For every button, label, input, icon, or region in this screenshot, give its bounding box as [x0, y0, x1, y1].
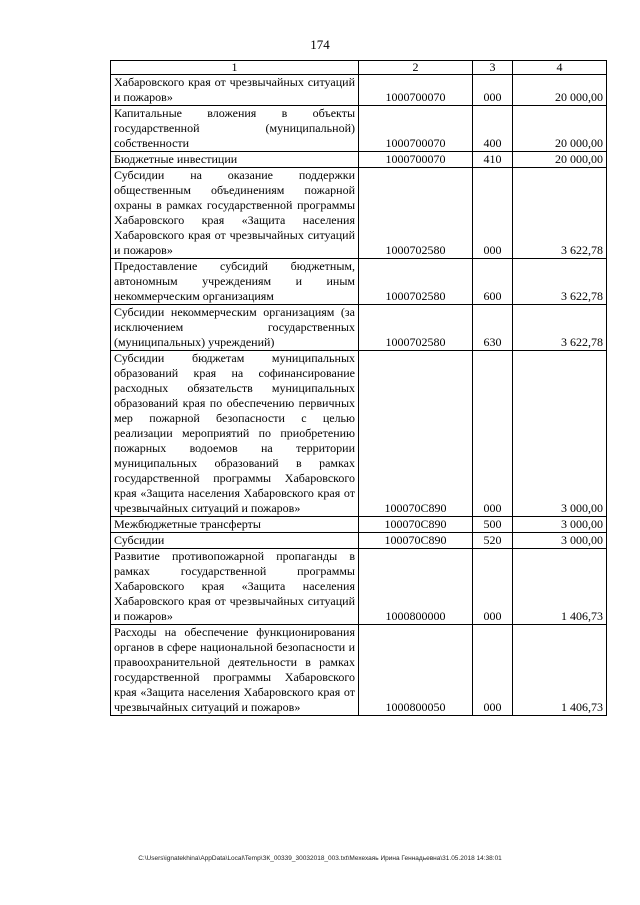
row-amount: 3 000,00	[513, 351, 607, 517]
header-col-1: 1	[111, 61, 359, 75]
row-amount: 20 000,00	[513, 152, 607, 168]
table-row	[111, 168, 607, 259]
row-amount: 3 622,78	[513, 168, 607, 259]
row-amount: 3 622,78	[513, 259, 607, 305]
row-target-code: 100070С890	[359, 351, 473, 517]
row-expense-type: 520	[473, 533, 513, 549]
row-amount: 3 622,78	[513, 305, 607, 351]
table-row	[111, 517, 607, 533]
file-path-footer: C:\Users\ignatekhina\AppData\Local\Temp\ЗК_00339_30032018_003.txt\Мехехаяь Ирина Геннадьевна\31.05.2018 14:38:01	[138, 855, 502, 862]
row-description: Хабаровского края от чрезвычайных ситуаций и пожаров»	[111, 75, 359, 106]
row-description: Предоставление субсидий бюджетным, автономным учреждениям и иным некоммерческим организациям	[111, 259, 359, 305]
table-row	[111, 533, 607, 549]
table-row	[111, 549, 607, 625]
row-expense-type: 000	[473, 351, 513, 517]
row-target-code: 1000702580	[359, 259, 473, 305]
row-expense-type: 000	[473, 625, 513, 716]
row-target-code: 1000702580	[359, 168, 473, 259]
row-target-code: 1000700070	[359, 75, 473, 106]
row-amount: 1 406,73	[513, 625, 607, 716]
row-description: Субсидии	[111, 533, 359, 549]
row-description: Субсидии некоммерческим организациям (за исключением государственных (муниципальных) учреждений)	[111, 305, 359, 351]
row-amount: 20 000,00	[513, 75, 607, 106]
page-number: 174	[310, 37, 330, 52]
row-expense-type: 000	[473, 75, 513, 106]
row-target-code: 1000702580	[359, 305, 473, 351]
row-expense-type: 000	[473, 549, 513, 625]
row-amount: 3 000,00	[513, 517, 607, 533]
table-row	[111, 75, 607, 106]
row-target-code: 1000800050	[359, 625, 473, 716]
row-expense-type: 410	[473, 152, 513, 168]
row-description: Субсидии бюджетам муниципальных образований края на софинансирование расходных обязательств муниципальных образований края по обеспечению первичных мер пожарной безопасности с целью реализации мероприятий по приобретению пожарных водоемов на территории муниципальных образований в рамках государственной программы Хабаровского края «Защита населения Хабаровского края от чрезвычайных ситуаций и пожаров»	[111, 351, 359, 517]
row-description: Развитие противопожарной пропаганды в рамках государственной программы Хабаровского края «Защита населения Хабаровского края от чрезвычайных ситуаций и пожаров»	[111, 549, 359, 625]
row-target-code: 1000700070	[359, 106, 473, 152]
header-col-2: 2	[359, 61, 473, 75]
row-expense-type: 400	[473, 106, 513, 152]
table-row	[111, 106, 607, 152]
table-row	[111, 625, 607, 716]
row-description: Межбюджетные трансферты	[111, 517, 359, 533]
row-target-code: 1000800000	[359, 549, 473, 625]
row-description: Капитальные вложения в объекты государственной (муниципальной) собственности	[111, 106, 359, 152]
table-header-row	[111, 61, 607, 75]
row-target-code: 100070С890	[359, 533, 473, 549]
row-amount: 3 000,00	[513, 533, 607, 549]
row-expense-type: 000	[473, 168, 513, 259]
row-target-code: 1000700070	[359, 152, 473, 168]
table-row	[111, 351, 607, 517]
row-description: Субсидии на оказание поддержки общественным объединениям пожарной охраны в рамках государственной программы Хабаровского края «Защита населения Хабаровского края от чрезвычайных ситуаций и пожаров»	[111, 168, 359, 259]
budget-table	[110, 60, 607, 716]
row-description: Расходы на обеспечение функционирования органов в сфере национальной безопасности и правоохранительной деятельности в рамках государственной программы Хабаровского края «Защита населения Хабаровского края от чрезвычайных ситуаций и пожаров»	[111, 625, 359, 716]
header-col-4: 4	[513, 61, 607, 75]
row-expense-type: 630	[473, 305, 513, 351]
table-row	[111, 305, 607, 351]
row-description: Бюджетные инвестиции	[111, 152, 359, 168]
row-expense-type: 500	[473, 517, 513, 533]
header-col-3: 3	[473, 61, 513, 75]
table-row	[111, 152, 607, 168]
row-target-code: 100070С890	[359, 517, 473, 533]
table-row	[111, 259, 607, 305]
row-expense-type: 600	[473, 259, 513, 305]
row-amount: 1 406,73	[513, 549, 607, 625]
row-amount: 20 000,00	[513, 106, 607, 152]
